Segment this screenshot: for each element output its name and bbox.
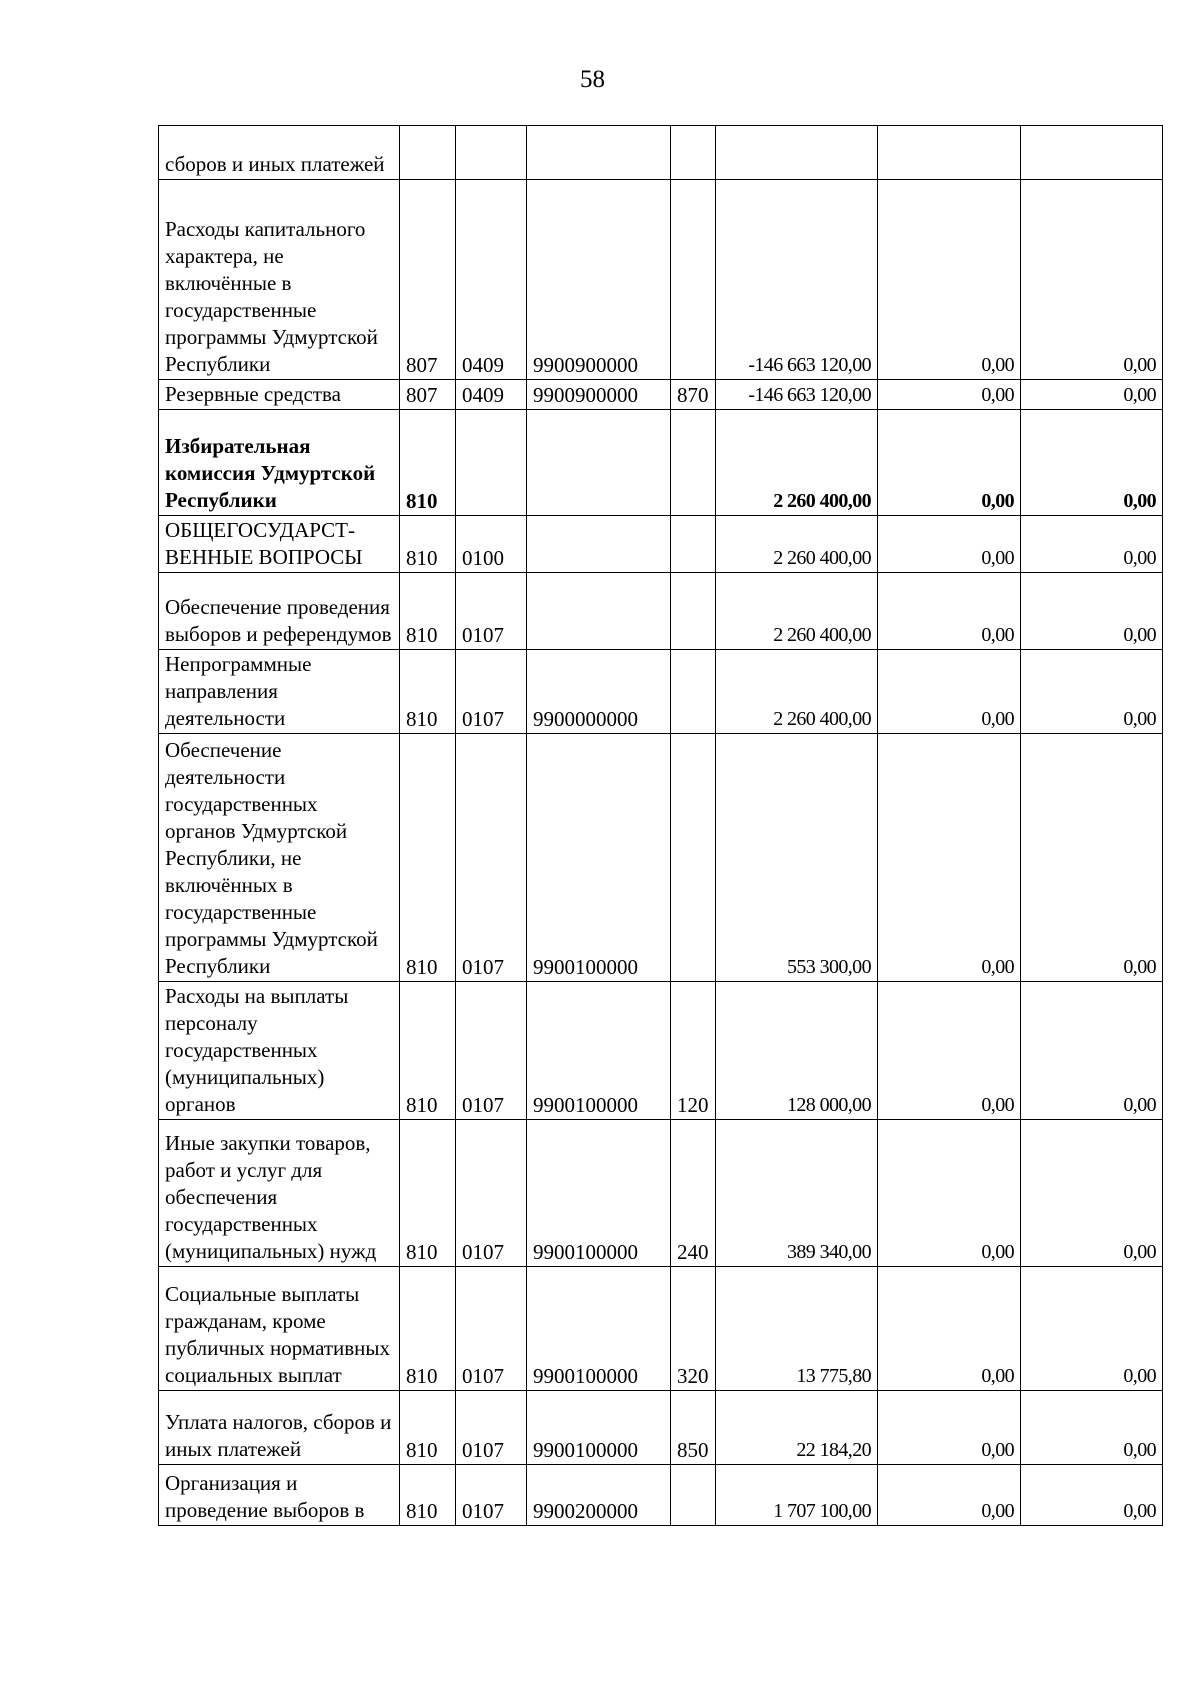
- cell-amount-3: 0,00: [1021, 1267, 1163, 1391]
- cell-amount-3: 0,00: [1021, 180, 1163, 380]
- table-row: [159, 410, 1163, 516]
- cell-ministry-code: 810: [400, 1267, 456, 1391]
- cell-amount-3: 0,00: [1021, 650, 1163, 734]
- cell-expense-type: 120: [671, 982, 716, 1120]
- cell-ministry-code: 810: [400, 1465, 456, 1526]
- cell-target-article: 9900200000: [527, 1465, 671, 1526]
- page-number: 58: [580, 66, 605, 93]
- cell-ministry-code: 807: [400, 180, 456, 380]
- cell-amount-2: 0,00: [878, 1120, 1021, 1267]
- cell-expense-type: [671, 410, 716, 516]
- cell-ministry-code: 810: [400, 410, 456, 516]
- cell-ministry-code: 810: [400, 516, 456, 573]
- cell-amount-3: 0,00: [1021, 982, 1163, 1120]
- cell-target-article: 9900100000: [527, 1267, 671, 1391]
- cell-name: Обеспечение деятельности государственных органов Удмуртской Республики, не включённых в государственные программы Удмуртской Республики: [159, 734, 400, 982]
- cell-amount-1: [716, 126, 878, 180]
- cell-amount-3: 0,00: [1021, 380, 1163, 410]
- cell-target-article: [527, 516, 671, 573]
- cell-section-code: 0107: [456, 573, 527, 650]
- cell-target-article: 9900100000: [527, 1120, 671, 1267]
- cell-amount-1: -146 663 120,00: [716, 380, 878, 410]
- cell-amount-2: 0,00: [878, 410, 1021, 516]
- cell-expense-type: 870: [671, 380, 716, 410]
- cell-expense-type: [671, 573, 716, 650]
- cell-section-code: 0409: [456, 380, 527, 410]
- table-row: [159, 180, 1163, 380]
- table-row: [159, 126, 1163, 180]
- cell-amount-2: 0,00: [878, 516, 1021, 573]
- cell-section-code: 0409: [456, 180, 527, 380]
- cell-ministry-code: 807: [400, 380, 456, 410]
- cell-amount-1: 13 775,80: [716, 1267, 878, 1391]
- cell-amount-3: 0,00: [1021, 1391, 1163, 1465]
- cell-target-article: 9900900000: [527, 380, 671, 410]
- cell-amount-1: 2 260 400,00: [716, 650, 878, 734]
- cell-name: Расходы на выплаты персоналу государственных (муниципальных) органов: [159, 982, 400, 1120]
- cell-section-code: [456, 410, 527, 516]
- table-row: [159, 982, 1163, 1120]
- cell-name: Обеспечение проведения выборов и референдумов: [159, 573, 400, 650]
- cell-expense-type: [671, 180, 716, 380]
- cell-amount-2: [878, 126, 1021, 180]
- cell-section-code: 0100: [456, 516, 527, 573]
- cell-ministry-code: [400, 126, 456, 180]
- cell-amount-3: 0,00: [1021, 573, 1163, 650]
- cell-target-article: 9900100000: [527, 982, 671, 1120]
- cell-ministry-code: 810: [400, 1391, 456, 1465]
- cell-section-code: 0107: [456, 1120, 527, 1267]
- cell-amount-1: 2 260 400,00: [716, 516, 878, 573]
- cell-expense-type: [671, 734, 716, 982]
- cell-amount-3: 0,00: [1021, 410, 1163, 516]
- cell-section-code: [456, 126, 527, 180]
- table-row: [159, 650, 1163, 734]
- cell-expense-type: [671, 650, 716, 734]
- cell-amount-3: [1021, 126, 1163, 180]
- cell-target-article: 9900100000: [527, 1391, 671, 1465]
- cell-expense-type: 850: [671, 1391, 716, 1465]
- cell-expense-type: [671, 1465, 716, 1526]
- cell-name: Уплата налогов, сборов и иных платежей: [159, 1391, 400, 1465]
- table-row: [159, 380, 1163, 410]
- table-row: [159, 516, 1163, 573]
- table-body: [159, 126, 1163, 1526]
- cell-amount-1: 2 260 400,00: [716, 410, 878, 516]
- cell-expense-type: 320: [671, 1267, 716, 1391]
- cell-expense-type: 240: [671, 1120, 716, 1267]
- cell-target-article: 9900900000: [527, 180, 671, 380]
- cell-target-article: [527, 126, 671, 180]
- cell-name: ОБЩЕГОСУДАРСТ-ВЕННЫЕ ВОПРОСЫ: [159, 516, 400, 573]
- cell-section-code: 0107: [456, 734, 527, 982]
- cell-amount-3: 0,00: [1021, 1120, 1163, 1267]
- cell-amount-2: 0,00: [878, 573, 1021, 650]
- cell-ministry-code: 810: [400, 734, 456, 982]
- cell-name: Расходы капитального характера, не включённые в государственные программы Удмуртской Республики: [159, 180, 400, 380]
- cell-expense-type: [671, 126, 716, 180]
- cell-amount-2: 0,00: [878, 1391, 1021, 1465]
- cell-target-article: [527, 573, 671, 650]
- cell-section-code: 0107: [456, 1465, 527, 1526]
- cell-section-code: 0107: [456, 982, 527, 1120]
- cell-amount-1: 22 184,20: [716, 1391, 878, 1465]
- cell-amount-2: 0,00: [878, 1267, 1021, 1391]
- cell-ministry-code: 810: [400, 982, 456, 1120]
- cell-amount-2: 0,00: [878, 982, 1021, 1120]
- cell-name: сборов и иных платежей: [159, 126, 400, 180]
- cell-expense-type: [671, 516, 716, 573]
- cell-ministry-code: 810: [400, 1120, 456, 1267]
- table-row: [159, 1120, 1163, 1267]
- cell-name: Организация и проведение выборов в: [159, 1465, 400, 1526]
- cell-section-code: 0107: [456, 1391, 527, 1465]
- cell-name: Иные закупки товаров, работ и услуг для обеспечения государственных (муниципальных) нужд: [159, 1120, 400, 1267]
- cell-section-code: 0107: [456, 1267, 527, 1391]
- cell-amount-3: 0,00: [1021, 1465, 1163, 1526]
- budget-table: [158, 125, 1163, 1526]
- cell-target-article: 9900000000: [527, 650, 671, 734]
- cell-amount-2: 0,00: [878, 734, 1021, 982]
- cell-name: Непрограммные направления деятельности: [159, 650, 400, 734]
- cell-name: Социальные выплаты гражданам, кроме публичных нормативных социальных выплат: [159, 1267, 400, 1391]
- cell-amount-1: 2 260 400,00: [716, 573, 878, 650]
- cell-name: Резервные средства: [159, 380, 400, 410]
- table-row: [159, 1465, 1163, 1526]
- cell-amount-1: 389 340,00: [716, 1120, 878, 1267]
- cell-section-code: 0107: [456, 650, 527, 734]
- cell-amount-2: 0,00: [878, 650, 1021, 734]
- cell-target-article: [527, 410, 671, 516]
- table-row: [159, 1391, 1163, 1465]
- cell-amount-1: 553 300,00: [716, 734, 878, 982]
- cell-amount-3: 0,00: [1021, 734, 1163, 982]
- cell-target-article: 9900100000: [527, 734, 671, 982]
- cell-ministry-code: 810: [400, 650, 456, 734]
- cell-amount-2: 0,00: [878, 1465, 1021, 1526]
- table-row: [159, 1267, 1163, 1391]
- cell-amount-2: 0,00: [878, 180, 1021, 380]
- cell-amount-1: 128 000,00: [716, 982, 878, 1120]
- cell-name: Избирательная комиссия Удмуртской Республики: [159, 410, 400, 516]
- cell-amount-1: 1 707 100,00: [716, 1465, 878, 1526]
- cell-amount-3: 0,00: [1021, 516, 1163, 573]
- cell-amount-1: -146 663 120,00: [716, 180, 878, 380]
- table-row: [159, 573, 1163, 650]
- cell-ministry-code: 810: [400, 573, 456, 650]
- table-row: [159, 734, 1163, 982]
- cell-amount-2: 0,00: [878, 380, 1021, 410]
